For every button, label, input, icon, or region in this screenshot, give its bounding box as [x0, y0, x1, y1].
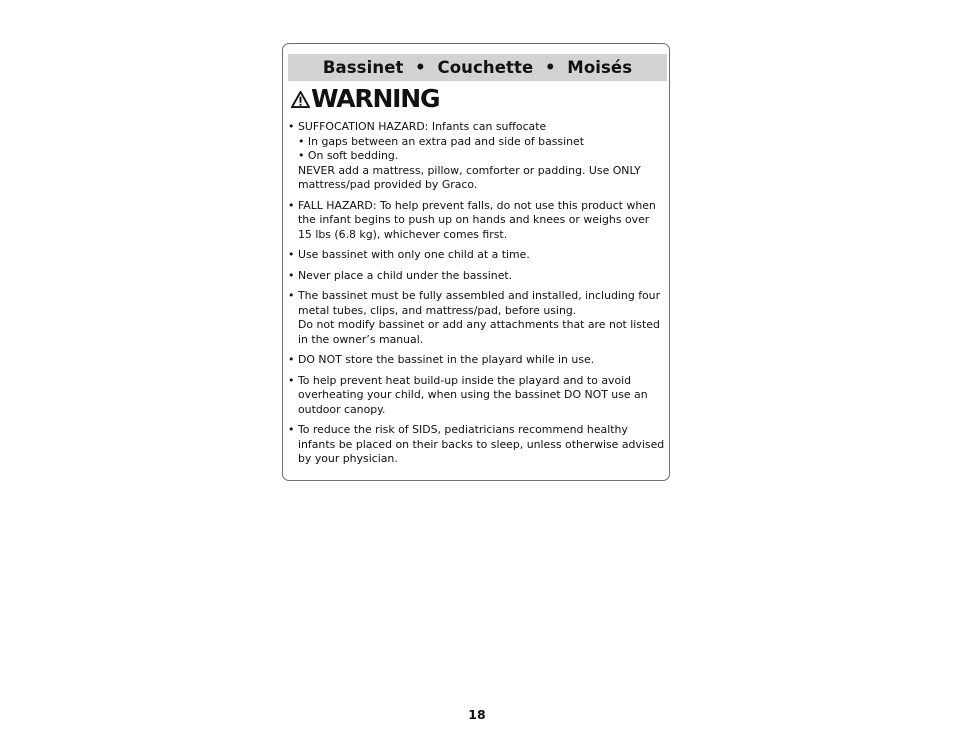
warning-line: • Use bassinet with only one child at a time. [298, 248, 530, 262]
warning-line: • To help prevent heat build-up inside the playard and to avoid [298, 373, 632, 387]
warning-line: • In gaps between an extra pad and side of bassinet [298, 134, 585, 148]
warning-item-assembly [283, 289, 671, 347]
warning-line: 15 lbs (6.8 kg), whichever comes first. [298, 227, 508, 241]
warning-list [283, 120, 671, 473]
warning-line: overheating your child, when using the bassinet DO NOT use an [298, 388, 648, 402]
page-number: 18 [468, 707, 486, 722]
warning-line: in the owner’s manual. [298, 332, 424, 346]
warning-item-storage [283, 353, 671, 368]
warning-line: by your physician. [298, 452, 398, 466]
warning-item-fall-hazard [283, 199, 671, 243]
warning-line: • The bassinet must be fully assembled and installed, including four [298, 289, 661, 303]
warning-line: • To reduce the risk of SIDS, pediatricians recommend healthy [298, 423, 628, 437]
warning-line: outdoor canopy. [298, 402, 386, 416]
warning-item-sids [283, 423, 671, 467]
section-title: Bassinet • Couchette • Moisés [322, 58, 633, 77]
warning-line: the infant begins to push up on hands and knees or weighs over [298, 213, 650, 227]
warning-label: WARNING [311, 83, 440, 113]
warning-item-under-bassinet [283, 269, 671, 284]
warning-line: metal tubes, clips, and mattress/pad, before using. [298, 303, 577, 317]
warning-line: infants be placed on their backs to sleep, unless otherwise advised [298, 437, 665, 451]
warning-line: mattress/pad provided by Graco. [298, 178, 478, 192]
warning-line: • FALL HAZARD: To help prevent falls, do not use this product when [298, 198, 656, 212]
warning-item-suffocation [283, 120, 671, 193]
warning-item-canopy [283, 374, 671, 418]
warning-panel [282, 43, 670, 481]
warning-line: • Never place a child under the bassinet. [298, 268, 513, 282]
warning-line: • SUFFOCATION HAZARD: Infants can suffocate [298, 120, 547, 133]
warning-line: • DO NOT store the bassinet in the playard while in use. [298, 353, 595, 367]
warning-item-one-child [283, 248, 671, 263]
warning-heading [291, 84, 439, 112]
warning-line: • On soft bedding. [298, 149, 399, 163]
section-title-bar [288, 54, 667, 81]
warning-line: NEVER add a mattress, pillow, comforter or padding. Use ONLY [298, 163, 641, 177]
warning-line: Do not modify bassinet or add any attachments that are not listed [298, 318, 660, 332]
warning-triangle-icon [291, 91, 310, 108]
